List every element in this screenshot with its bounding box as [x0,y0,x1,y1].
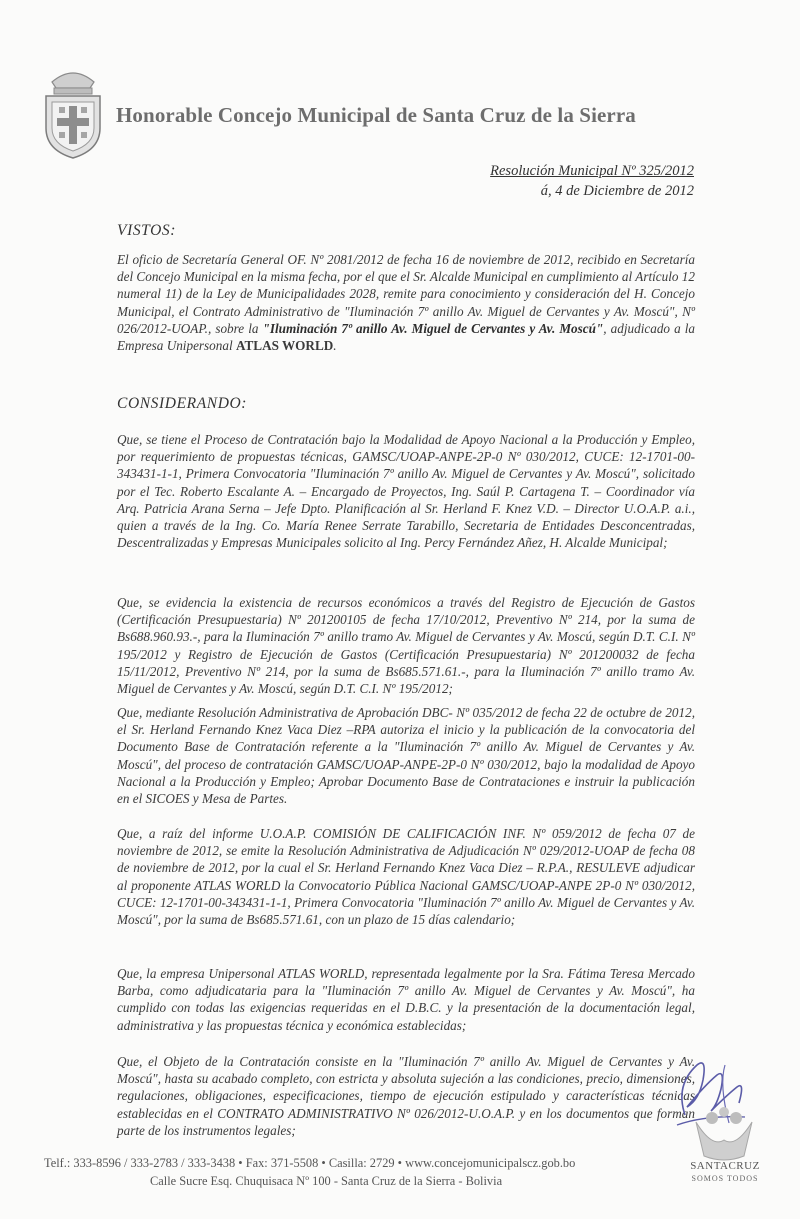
resolution-number: Resolución Municipal Nº 325/2012 [490,163,694,179]
resolution-date: á, 4 de Diciembre de 2012 [540,183,694,199]
vistos-text-1: El oficio de Secretaría General OF. Nº 2081/2012 de fecha 16 de noviembre de 2012, recibido en Secretaría del Concejo Municipal en la misma fecha, por el que el Sr. Alcalde Municipal en cumplimiento al Artículo 12 numeral 11) de la Ley de Municipalidades 2028, remite para conocimiento y consideración del H. Concejo Municipal, el Contrato Administrativo de "Iluminación 7º anillo Av. Miguel de Cervantes y Av. Moscú", Nº 026/2012-UOAP., sobre la [117,252,695,336]
vistos-heading: VISTOS: [117,222,177,239]
footer-contact: Telf.: 333-8596 / 333-2783 / 333-3438 • Fax: 371-5508 • Casilla: 2729 • www.concejomunicipalscz.gob.bo [44,1156,576,1170]
considerando-paragraph: Que, a raíz del informe U.O.A.P. COMISIÓN DE CALIFICACIÓN INF. Nº 059/2012 de fecha 07 de noviembre de 2012, se emite la Resolución Administrativa de Adjudicación Nº 029/2012-UOAP de fecha 08 de noviembre de 2012, por la cual el Sr. Herland Fernando Knez Vaca Diez – R.P.A., RESULEVE adjudicar al proponente ATLAS WORLD la Convocatorio Pública Nacional GAMSC/UOAP-ANPE 2P-0 Nº 030/2012, CUCE: 12-1701-00-343431-1-1, Primera Convocatoria "Iluminación 7º anillo Av. Miguel de Cervantes y Av. Moscú", por la suma de Bs685.571.61, con un plazo de 15 días calendario; [117,826,695,928]
project-title-bold: "Iluminación 7º anillo Av. Miguel de Cervantes y Av. Moscú" [262,320,604,336]
company-name-bold: ATLAS WORLD [235,338,334,354]
considerando-paragraph: Que, se evidencia la existencia de recursos económicos a través del Registro de Ejecución de Gastos (Certificación Presupuestaria) Nº 201200105 de fecha 17/10/2012, Preventivo Nº 214, por la suma de Bs688.960.93.-, para la Iluminación 7º anillo tramo Av. Miguel de Cervantes y Av. Moscú, según D.T. C.I. Nº 195/2012 y Registro de Ejecución de Gastos (Certificación Presupuestaria) Nº 201200032 de fecha 15/11/2012, Preventivo Nº 214, por la suma de Bs685.571.61.-, para la Iluminación 7º anillo tramo Av. Miguel de Cervantes y Av. Moscú, según D.T. C.I. Nº 195/2012; [117,595,695,697]
considerando-heading: CONSIDERANDO: [117,395,248,412]
organization-title: Honorable Concejo Municipal de Santa Cruz de la Sierra [116,103,636,127]
coat-of-arms-icon [40,62,106,160]
santa-cruz-logo-icon [682,1098,766,1186]
logo-name: SANTACRUZ [690,1160,760,1172]
vistos-text-2: , adjudicado a la Empresa Unipersonal [117,320,695,354]
considerando-paragraph: Que, la empresa Unipersonal ATLAS WORLD, representada legalmente por la Sra. Fátima Teresa Mercado Barba, como adjudicataria para la "Iluminación 7º anillo Av. Miguel de Cervantes y Av. Moscú", ha cumplido con todas las exigencias requeridas en el D.B.C. y la presentación de la documentación legal, administrativa y las propuestas técnica y económica establecidas; [117,966,695,1033]
logo-tagline: SOMOS TODOS [691,1174,759,1183]
considerando-paragraph: Que, se tiene el Proceso de Contratación bajo la Modalidad de Apoyo Nacional a la Producción y Empleo, por requerimiento de propuestas técnicas, GAMSC/UOAP-ANPE-2P-0 Nº 030/2012, CUCE: 12-1701-00-343431-1-1, Primera Convocatoria "Iluminación 7º anillo Av. Miguel de Cervantes y Av. Moscú", solicitado por el Tec. Roberto Escalante A. – Encargado de Proyectos, Ing. Saúl P. Cartagena T. – Coordinador vía Arq. Patricia Arana Serna – Jefe Dpto. Planificación al Sr. Herland F. Knez V.D. – Director U.O.A.P. a.i., quien a través de la Ing. Co. María Renee Serrate Tarabillo, Secretaria de Entidades Desconcentradas, Descentralizadas y Empresas Municipales solicito al Ing. Percy Fernández Añez, H. Alcalde Municipal; [117,432,695,551]
footer-address: Calle Sucre Esq. Chuquisaca Nº 100 - Santa Cruz de la Sierra - Bolivia [150,1174,503,1188]
considerando-paragraph: Que, el Objeto de la Contratación consiste en la "Iluminación 7º anillo Av. Miguel de Cervantes y Av. Moscú", hasta su acabado completo, con estricta y absoluta sujeción a las condiciones, precio, dimensiones, regulaciones, obligaciones, especificaciones, tiempo de ejecución estipulado y características técnicas establecidas en el CONTRATO ADMINISTRATIVO Nº 026/2012-U.O.A.P. y en los documentos que forman parte de los instrumentos legales; [117,1054,695,1138]
considerando-paragraph: Que, mediante Resolución Administrativa de Aprobación DBC- Nº 035/2012 de fecha 22 de octubre de 2012, el Sr. Herland Fernando Knez Vaca Diez –RPA autoriza el inicio y la publicación de la convocatoria del Documento Base de Contratación referente a la "Iluminación 7º anillo Av. Miguel de Cervantes y Av. Moscú", del proceso de contratación GAMSC/UOAP-ANPE-2P-0 Nº 030/2012, bajo la modalidad de Apoyo Nacional a la Producción y Empleo; Aprobar Documento Base de Contrataciones e instruir la publicación en el SICOES y Mesa de Partes. [117,705,695,807]
vistos-paragraph [117,251,695,354]
vistos-text-3: . [333,338,337,354]
